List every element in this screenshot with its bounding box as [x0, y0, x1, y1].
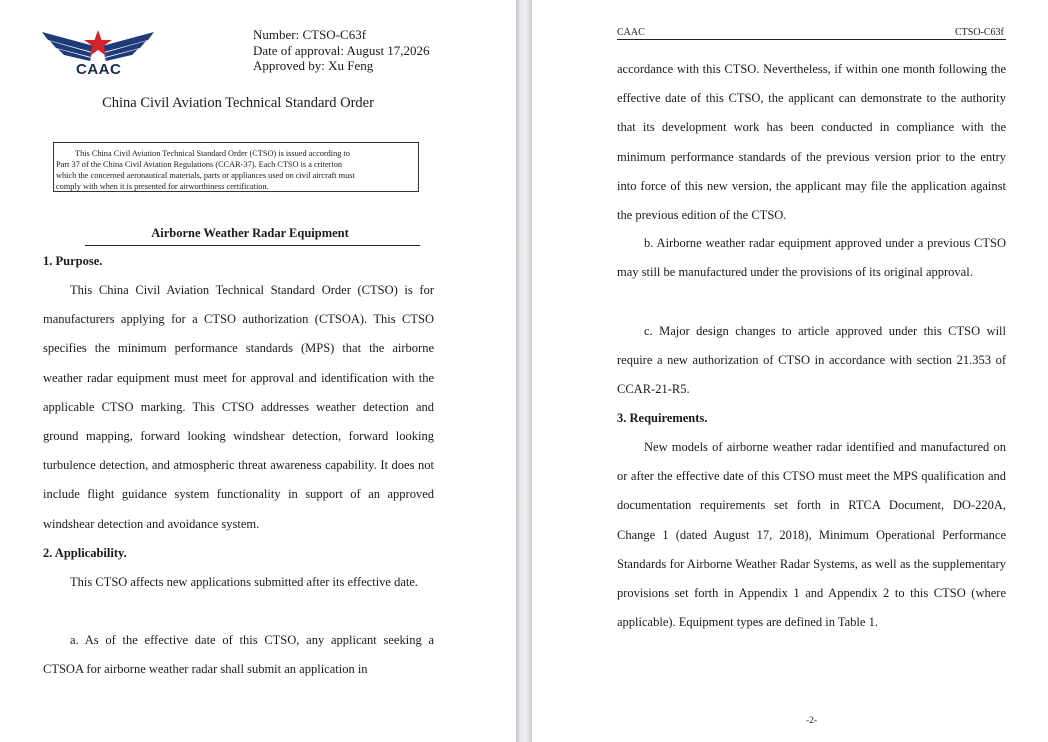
applicability-heading: 2. Applicability. [43, 546, 127, 560]
notice-line: Part 37 of the China Civil Aviation Regulations (CCAR-37). Each CTSO is a criterion [56, 160, 343, 169]
item-a-paragraph: a. As of the effective date of this CTSO, any applicant seeking a CTSOA for airborne weather radar shall submit an application in [43, 633, 434, 677]
applicability-paragraph: This CTSO affects new applications submitted after its effective date. [70, 575, 419, 589]
continuation-paragraph: accordance with this CTSO. Nevertheless, if within one month following the effective date of this CTSO, the applicant can demonstrate to the authority that its development work has been conducted in compliance with the minimum performance standards of the previous version prior to the entry into force of this new version, the applicant may file the application against the previous edition of the CTSO. [617, 62, 1006, 223]
section-title: Airborne Weather Radar Equipment [151, 226, 349, 240]
approved-by: Approved by: Xu Feng [253, 58, 374, 73]
header-rule [617, 39, 1006, 40]
notice-line: comply with when it is presented for airworthiness certification. [56, 182, 269, 191]
document-page-left [0, 0, 516, 742]
purpose-heading: 1. Purpose. [43, 254, 103, 268]
item-c-paragraph: c. Major design changes to article approved under this CTSO will require a new authorization of CTSO in accordance with section 21.353 of CCAR-21-R5. [617, 324, 1006, 397]
document-title: China Civil Aviation Technical Standard Order [102, 95, 374, 111]
page-number: -2- [806, 716, 818, 726]
item-b-paragraph: b. Airborne weather radar equipment approved under a previous CTSO may still be manufactured under the provisions of its original approval. [617, 236, 1006, 280]
notice-box [53, 142, 419, 192]
notice-line: This China Civil Aviation Technical Standard Order (CTSO) is issued according to [75, 149, 350, 158]
approval-date: Date of approval: August 17,2026 [253, 43, 430, 58]
purpose-paragraph: This China Civil Aviation Technical Standard Order (CTSO) is for manufacturers applying for a CTSO authorization (CTSOA). This CTSO specifies the minimum performance standards (MPS) that the airborne weather radar equipment must meet for approval and identification with the applicable CTSO marking. This CTSO addresses weather detection and ground mapping, forward looking windshear detection, forward looking turbulence detection, and atmospheric threat awareness capability. It does not include flight guidance system functionality in support of an approved windshear detection and avoidance system. [43, 283, 434, 531]
running-header-left: CAAC [617, 27, 645, 38]
requirements-paragraph: New models of airborne weather radar identified and manufactured on or after the effective date of this CTSO must meet the MPS qualification and documentation requirements set forth in RTCA Document, DO-220A, Change 1 (dated August 17, 2018), Minimum Operational Performance Standards for Airborne Weather Radar Systems, as well as the supplementary provisions set forth in Appendix 1 and Appendix 2 to this CTSO (where applicable). Equipment types are defined in Table 1. [617, 440, 1006, 630]
page-gutter [516, 0, 532, 742]
title-underline [85, 245, 420, 246]
requirements-heading: 3. Requirements. [617, 411, 708, 425]
running-header-right: CTSO-C63f [955, 27, 1004, 38]
notice-line: which the concerned aeronautical materials, parts or appliances used on civil aircraft must [56, 171, 355, 180]
ctso-number: Number: CTSO-C63f [253, 27, 367, 42]
logo-text: CAAC [76, 61, 122, 78]
